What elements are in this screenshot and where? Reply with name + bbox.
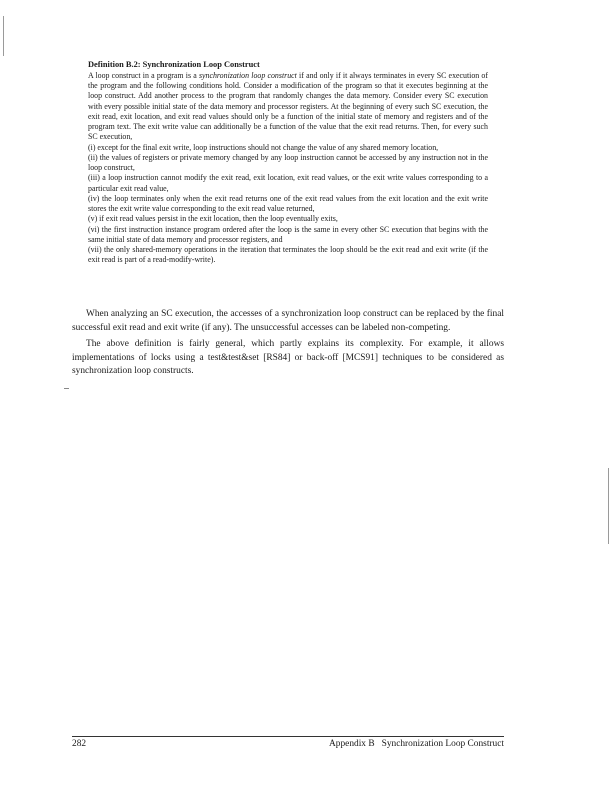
scan-edge-mark-right xyxy=(608,468,609,544)
definition-item-iii: (iii) a loop instruction cannot modify the exit read, exit location, exit read values, or the exit write values corresponding to a particular exit read value, xyxy=(88,173,488,193)
definition-item-i: (i) except for the final exit write, loop instructions should not change the value of any shared memory location, xyxy=(88,142,439,152)
definition-item-vii: (vii) the only shared-memory operations in the iteration that terminates the loop should be the exit read and exit write (if the exit read is part of a read-modify-write). xyxy=(88,245,488,265)
body-text xyxy=(72,308,504,382)
definition-block xyxy=(88,60,488,266)
scan-edge-mark-left xyxy=(3,16,4,56)
body-paragraph-2: The above definition is fairly general, which partly explains its complexity. For example, it allows implementations of locks using a test&test&set [RS84] or back-off [MCS91] techniques to be considered as synchronization loop constructs. xyxy=(72,339,504,377)
definition-title: Definition B.2: Synchronization Loop Construct xyxy=(88,60,260,69)
definition-intro-pre: A loop construct in a program is a xyxy=(88,70,199,80)
body-paragraph-1: When analyzing an SC execution, the accesses of a synchronization loop construct can be replaced by the final successful exit read and exit write (if any). The unsuccessful accesses can be labeled non-competing. xyxy=(72,309,504,333)
definition-item-vi: (vi) the first instruction instance program ordered after the loop is the same in every other SC execution that begins with the same initial state of data memory and processor registers, and xyxy=(88,224,488,244)
definition-intro-post: if and only if it always terminates in every SC execution of the program and the following conditions hold. Consider a modification of the program so that it executes beginning at the loop construct. Add another process to the program that randomly changes the data memory. Consider every SC execution with every possible initial state of the data memory and processor registers. At the beginning of every such SC execution, the exit read, exit location, and exit read values should only be a function of the initial state of memory and registers and of the program text. The exit write value can additionally be a function of the value that the exit read returns. Then, for every such SC execution, xyxy=(88,70,489,142)
stray-dash-mark xyxy=(64,388,69,389)
definition-item-ii: (ii) the values of registers or private memory changed by any loop instruction cannot be accessed by any instruction not in the loop construct, xyxy=(88,152,488,172)
running-head: Appendix B Synchronization Loop Construct xyxy=(329,739,504,749)
definition-intro xyxy=(88,71,488,143)
footer-rule xyxy=(72,736,504,737)
page-footer xyxy=(72,739,504,749)
definition-item-v: (v) if exit read values persist in the exit location, then the loop eventually exits, xyxy=(88,214,338,224)
definition-item-iv: (iv) the loop terminates only when the exit read returns one of the exit read values from the exit location and the exit write stores the exit write value corresponding to the exit read value returned, xyxy=(88,193,488,213)
page-number: 282 xyxy=(72,739,87,749)
definition-term: synchronization loop construct xyxy=(198,70,297,80)
